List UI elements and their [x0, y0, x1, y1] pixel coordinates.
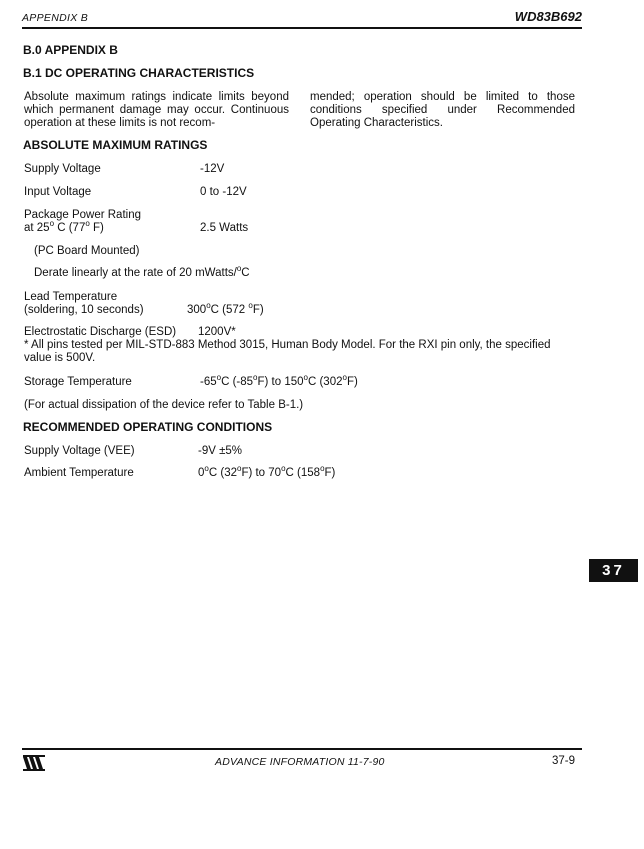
esd-value: 1200V*: [198, 326, 236, 338]
esd-label: Electrostatic Discharge (ESD): [24, 326, 177, 338]
intro-text-left: Absolute maximum ratings indicate limits beyond which permanent damage may occur. Continuous operation at these limits is not recom-: [24, 91, 289, 129]
package-power-label-line1: Package Power Rating: [24, 209, 141, 221]
lead-temperature-label-line1: Lead Temperature: [24, 291, 118, 303]
package-power-label-line2: at 25$^o$ C (77$^o$ F): [24, 219, 104, 234]
esd-footnote: * All pins tested per MIL-STD-883 Method 3015, Human Body Model. For the RXI pin only, the specified value is 500V.: [24, 339, 551, 364]
ambient-temperature-label: Ambient Temperature: [24, 467, 134, 479]
vee-supply-value: -9V ±5%: [198, 445, 243, 457]
part-number: WD83B692: [514, 9, 582, 24]
storage-temperature-value: -65$^o$C (-85$^o$F) to 150$^o$C (302$^o$F): [200, 373, 358, 388]
supply-voltage-label: Supply Voltage: [24, 163, 101, 175]
section-tab: 37: [589, 559, 638, 582]
footer-advance-info: ADVANCE INFORMATION 11-7-90: [215, 756, 385, 768]
ambient-temperature-value: 0$^o$C (32$^o$F) to 70$^o$C (158$^o$F): [198, 464, 336, 479]
wd-logo-icon: [23, 755, 45, 771]
section-b1-heading: B.1 DC OPERATING CHARACTERISTICS: [23, 66, 255, 80]
lead-temperature-label-line2: (soldering, 10 seconds): [24, 304, 144, 316]
header-divider: [22, 27, 582, 29]
footer-divider: [22, 748, 582, 750]
input-voltage-label: Input Voltage: [24, 186, 92, 198]
derate-note: Derate linearly at the rate of 20 mWatts/$^o$C: [34, 264, 250, 279]
recommended-heading: RECOMMENDED OPERATING CONDITIONS: [23, 420, 273, 434]
package-power-value: 2.5 Watts: [200, 222, 249, 234]
page-number: 37-9: [552, 755, 576, 767]
dissipation-note: (For actual dissipation of the device refer to Table B-1.): [24, 399, 304, 411]
absolute-max-heading: ABSOLUTE MAXIMUM RATINGS: [23, 138, 208, 152]
running-header: APPENDIX B: [22, 12, 89, 24]
pc-board-note: (PC Board Mounted): [34, 245, 140, 257]
lead-temperature-value: 300$^o$C (572 $^o$F): [187, 301, 264, 316]
supply-voltage-value: -12V: [200, 163, 225, 175]
storage-temperature-label: Storage Temperature: [24, 376, 132, 388]
input-voltage-value: 0 to -12V: [200, 186, 247, 198]
package-power-label: [24, 209, 141, 235]
lead-temperature-label: [24, 291, 144, 317]
intro-text-right: mended; operation should be limited to those conditions specified under Recommended Operating Characteristics.: [310, 91, 575, 129]
section-b0-heading: B.0 APPENDIX B: [23, 43, 118, 57]
vee-supply-label: Supply Voltage (VEE): [24, 445, 135, 457]
